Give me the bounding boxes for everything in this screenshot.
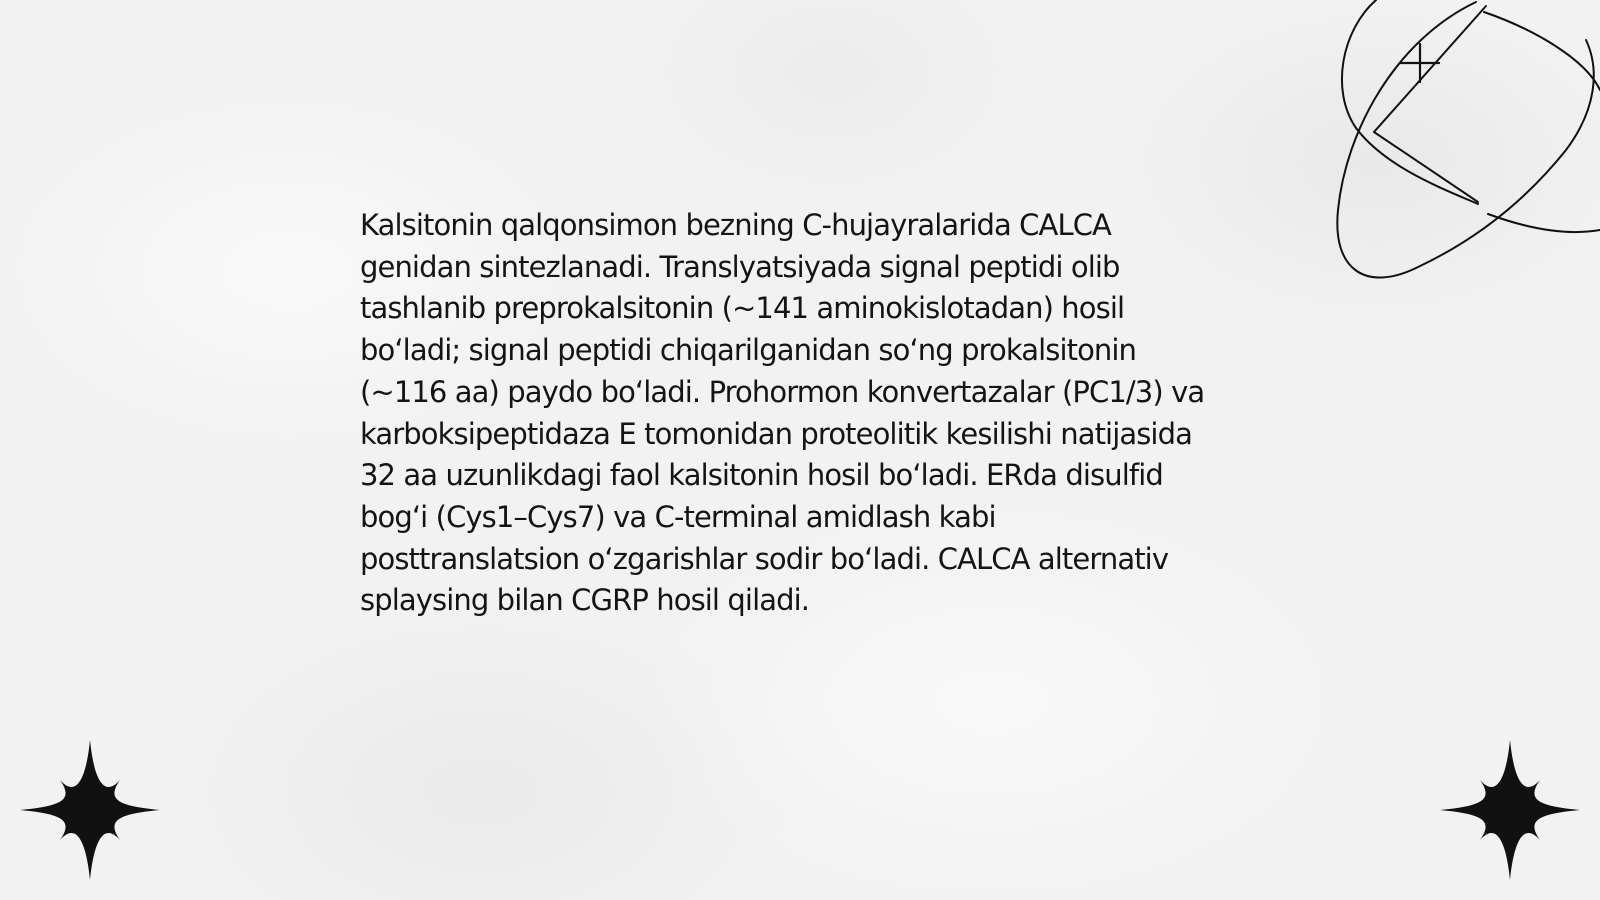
four-point-star-icon (20, 740, 160, 880)
body-paragraph: Kalsitonin qalqonsimon bezning C-hujayralarida CALCA genidan sintezlanadi. Translyatsiyada signal peptidi olib tashlanib preprokalsitonin (~141 aminokislotadan) hosil boʻladi; signal peptidi chiqarilganidan soʻng prokalsitonin (~116 aa) paydo boʻladi. Prohormon konvertazalar (PC1/3) va karboksipeptidaza E tomonidan proteolitik kesilishi natijasida 32 aa uzunlikdagi faol kalsitonin hosil boʻladi. ERda disulfid bogʻi (Cys1–Cys7) va C-terminal amidlash kabi posttranslatsion oʻzgarishlar sodir boʻladi. CALCA alternativ splaysing bilan CGRP hosil qiladi. (360, 208, 1205, 618)
four-point-star-icon (1440, 740, 1580, 880)
orbit-sparkle-icon (1336, 0, 1600, 290)
